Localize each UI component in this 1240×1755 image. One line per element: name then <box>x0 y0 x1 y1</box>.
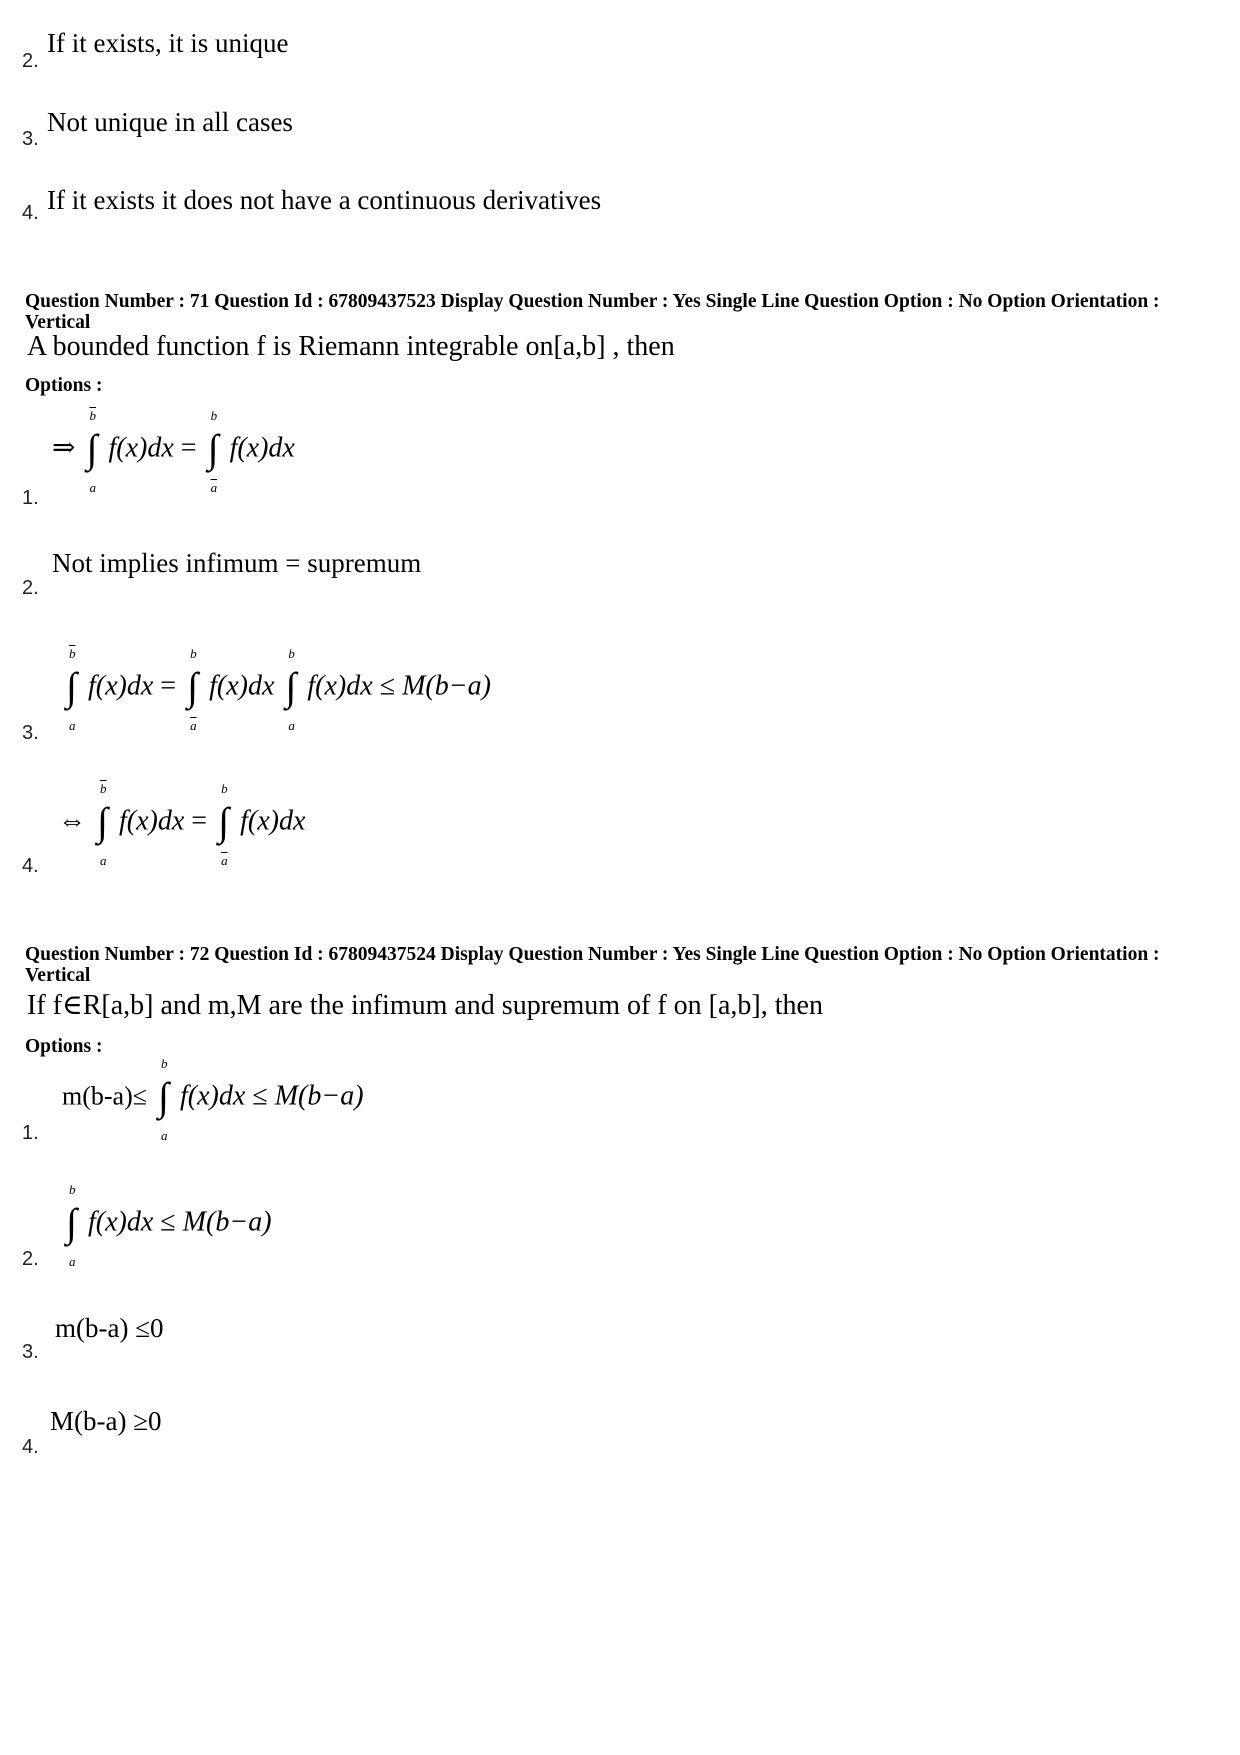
prev-option-4-text: If it exists it does not have a continuous derivatives <box>47 185 602 215</box>
q71-option-4-formula: ⇔ $\overline{b}$ ∫ a f(x)dx = b ∫ $\overline{a}$ f(x)dx <box>58 781 306 868</box>
q71-stem: A bounded function f is Riemann integrable on[a,b] , then <box>27 331 675 362</box>
integral-sign: $\overline{b}$ ∫ a <box>86 408 98 495</box>
q72-option-3-number: 3. <box>22 1341 39 1363</box>
integral-sign: b ∫ a <box>66 1182 77 1269</box>
q72-option-4-text: M(b-a) ≥0 <box>50 1406 162 1436</box>
integral-sign: b ∫ a <box>285 646 297 733</box>
q72-options-label: Options : <box>25 1036 103 1057</box>
integral-sign: b ∫ $\overline{a}$ <box>218 781 230 868</box>
prev-option-4-number: 4. <box>22 202 39 224</box>
q72-option-1-number: 1. <box>22 1122 39 1144</box>
q72-option-1-formula: m(b-a)≤ b ∫ a f(x)dx ≤ M(b−a) <box>62 1056 364 1143</box>
integral-sign: b ∫ $\overline{a}$ <box>207 408 219 495</box>
implies-symbol: ⇒ <box>52 432 76 464</box>
q71-option-4-number: 4. <box>22 855 39 877</box>
integral-sign: b ∫ a <box>158 1056 169 1143</box>
q71-option-3-number: 3. <box>22 722 39 744</box>
q72-option-2-number: 2. <box>22 1248 39 1270</box>
q71-option-2-text: Not implies infimum = supremum <box>52 548 422 578</box>
q71-option-2-number: 2. <box>22 577 39 599</box>
integral-sign: $\overline{b}$ ∫ a <box>66 646 77 733</box>
q72-meta: Question Number : 72 Question Id : 67809437524 Display Question Number : Yes Single Line Question Option : No Option Orientation : Vertical <box>25 944 1160 986</box>
prev-option-2-number: 2. <box>22 50 39 72</box>
integral-sign: b ∫ $\overline{a}$ <box>187 646 199 733</box>
q72-option-2-formula: b ∫ a f(x)dx ≤ M(b−a) <box>66 1182 272 1269</box>
q72-option-4-number: 4. <box>22 1436 39 1458</box>
q71-options-label: Options : <box>25 375 103 396</box>
q71-option-1-formula: ⇒ $\overline{b}$ ∫ a f(x)dx = b ∫ $\overline{a}$ f(x)dx <box>52 408 295 495</box>
prev-option-2-text: If it exists, it is unique <box>47 28 289 58</box>
q71-option-1-number: 1. <box>22 487 39 509</box>
integral-sign: $\overline{b}$ ∫ a <box>97 781 108 868</box>
iff-symbol: ⇔ <box>58 805 86 837</box>
prev-option-3-number: 3. <box>22 128 39 150</box>
q71-option-3-formula: $\overline{b}$ ∫ a f(x)dx = b ∫ $\overline{a}$ f(x)dx b ∫ a f(x)dx ≤ M(b−a) <box>66 646 491 733</box>
q71-meta: Question Number : 71 Question Id : 67809437523 Display Question Number : Yes Single Line Question Option : No Option Orientation : Vertical <box>25 291 1160 333</box>
q72-option-3-text: m(b-a) ≤0 <box>55 1313 164 1343</box>
prev-option-3-text: Not unique in all cases <box>47 107 293 137</box>
q72-stem: If f∈R[a,b] and m,M are the infimum and supremum of f on [a,b], then <box>27 990 823 1021</box>
